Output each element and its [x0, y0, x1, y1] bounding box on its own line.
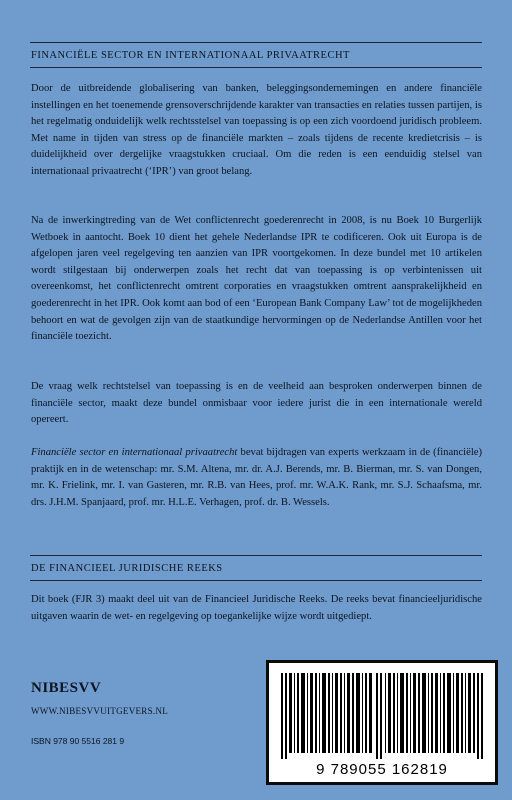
- publisher-logo: NIBESVV: [31, 680, 102, 696]
- relevance-paragraph: De vraag welk rechtstelsel van toepassing is en de veelheid aan besproken onderwerpen binnen de financiële sector, maakt deze bundel onmisbaar voor iedere jurist die in een internationale wereld opereert.: [31, 381, 482, 426]
- contributors-text: bevat bijdragen van experts werkzaam in de (financiële) praktijk en in de wetenschap: mr. S.M. Altena, mr. dr. A.J. Berends, mr. B. Bierman, mr. S. van Dongen, mr. K. Frielink, mr. I. van Gasteren, mr. R.B. van Hees, prof. mr. W.A.K. Rank, mr. S.J. Schaafsma, mr. drs. J.H.M. Spanjaard, prof. mr. H.L.E. Verhagen, prof. dr. B. Wessels.: [31, 447, 483, 508]
- isbn-number: ISBN 978 90 5516 281 9: [31, 736, 125, 746]
- book-title-italic: Financiële sector en internationaal privaatrecht: [31, 447, 238, 458]
- series-divider-bottom: [30, 580, 482, 581]
- intro-paragraph: Door de uitbreidende globalisering van banken, beleggingsondernemingen en andere financiële instellingen en het toenemende grensoverschrijdende karakter van transacties en relaties tussen partijen, is het regelmatig onduidelijk welk rechtsstelsel van toepassing is op een zich voordoend juridisch probleem. Met name in tijden van stress op de financiële markten – zoals tijdens de recente kredietcrisis – is duidelijkheid over dergelijke vraagstukken cruciaal. Om die reden is een eenduidig stelsel van internationaal privaatrecht (‘IPR’) van groot belang.: [31, 83, 482, 177]
- barcode-bars: [281, 673, 483, 759]
- title-divider: [30, 67, 482, 68]
- publisher-url: WWW.NIBESVVUITGEVERS.NL: [31, 706, 169, 716]
- barcode-digits: 9 789055 162819: [316, 761, 448, 778]
- series-paragraph: Dit boek (FJR 3) maakt deel uit van de Financieel Juridische Reeks. De reeks bevat financieeljuridische uitgaven waarin de wet- en regelgeving op toegankelijke wijze wordt uitgediept.: [31, 594, 482, 622]
- contributors-paragraph: [31, 445, 482, 511]
- top-divider: [30, 42, 482, 43]
- barcode: [266, 660, 498, 785]
- series-heading: DE FINANCIEEL JURIDISCHE REEKS: [31, 563, 223, 574]
- series-divider-top: [30, 555, 482, 556]
- context-paragraph: Na de inwerkingtreding van de Wet conflictenrecht goederenrecht in 2008, is nu Boek 10 Burgerlijk Wetboek in aantocht. Boek 10 dient het gehele Nederlandse IPR te codificeren. Ook uit Europa is de afgelopen jaren veel regelgeving ten aanzien van IPR voortgekomen. In deze bundel met 10 artikelen wordt stilgestaan bij onderwerpen zoals het recht dat van toepassing is op verbintenissen uit overeenkomst, het conflictenrecht omtrent corporaties en vraagstukken omtrent aansprakelijkheid en goederenrecht in het IPR. Ook komt aan bod of een ‘European Bank Company Law’ tot de mogelijkheden behoort en wat de gevolgen zijn van de staatkundige hervormingen op de Nederlandse Antillen voor het financiële toezicht.: [31, 215, 482, 343]
- book-title-heading: FINANCIËLE SECTOR EN INTERNATIONAAL PRIVAATRECHT: [31, 50, 350, 61]
